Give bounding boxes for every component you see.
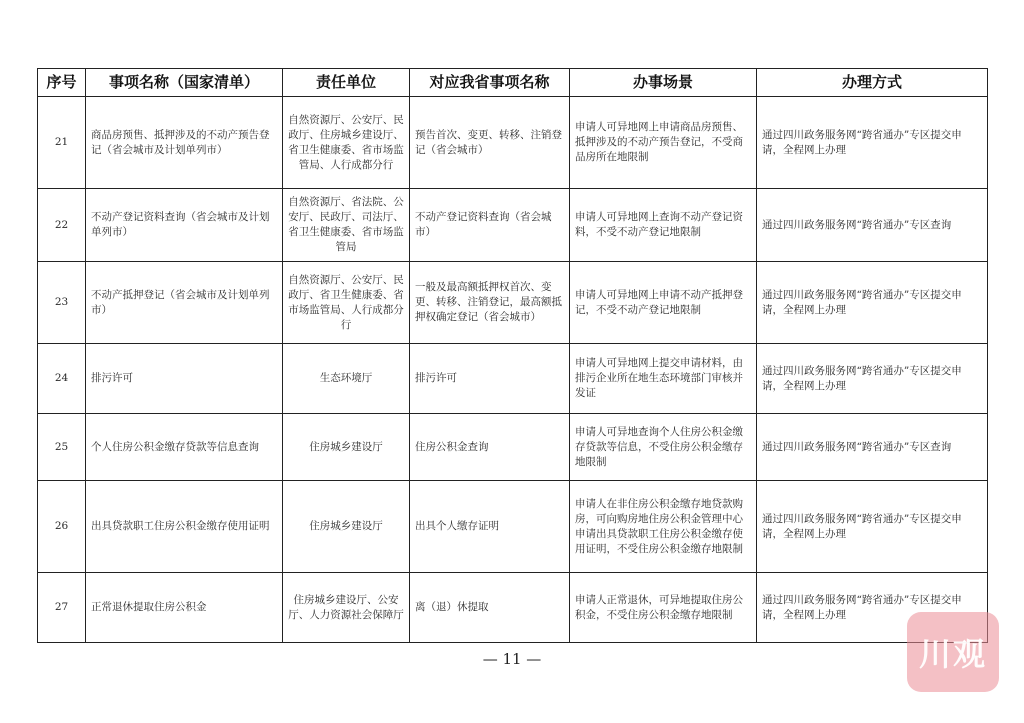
cell-name: 出具贷款职工住房公积金缴存使用证明	[86, 481, 283, 573]
cell-no: 25	[38, 414, 86, 481]
cell-method: 通过四川政务服务网“跨省通办”专区提交申请，全程网上办理	[757, 344, 988, 414]
cell-scene: 申请人正常退休，可异地提取住房公积金，不受住房公积金缴存地限制	[570, 573, 757, 643]
cell-no: 23	[38, 262, 86, 344]
cell-scene: 申请人可异地网上提交申请材料，由排污企业所在地生态环境部门审核并发证	[570, 344, 757, 414]
cell-local: 出具个人缴存证明	[410, 481, 570, 573]
cell-dept: 生态环境厅	[283, 344, 410, 414]
cell-name: 不动产登记资料查询（省会城市及计划单列市）	[86, 189, 283, 262]
cell-scene: 申请人可异地查询个人住房公积金缴存贷款等信息，不受住房公积金缴存地限制	[570, 414, 757, 481]
header-local: 对应我省事项名称	[410, 69, 570, 97]
table-row	[38, 189, 988, 262]
cell-method: 通过四川政务服务网“跨省通办”专区提交申请，全程网上办理	[757, 573, 988, 643]
watermark-logo	[907, 612, 999, 692]
cell-dept: 自然资源厅、省法院、公安厅、民政厅、司法厅、省卫生健康委、省市场监管局	[283, 189, 410, 262]
cell-name: 个人住房公积金缴存贷款等信息查询	[86, 414, 283, 481]
table-row	[38, 481, 988, 573]
cell-dept: 住房城乡建设厅	[283, 481, 410, 573]
cell-dept: 住房城乡建设厅、公安厅、人力资源社会保障厅	[283, 573, 410, 643]
matter-table	[37, 68, 988, 643]
cell-method: 通过四川政务服务网“跨省通办”专区查询	[757, 189, 988, 262]
header-name: 事项名称（国家清单）	[86, 69, 283, 97]
table-row	[38, 97, 988, 189]
cell-scene: 申请人可异地网上申请商品房预售、抵押涉及的不动产预告登记，不受商品房所在地限制	[570, 97, 757, 189]
page-number: — 11 —	[482, 650, 542, 668]
cell-method: 通过四川政务服务网“跨省通办”专区提交申请，全程网上办理	[757, 481, 988, 573]
header-method: 办理方式	[757, 69, 988, 97]
cell-scene: 申请人可异地网上申请不动产抵押登记，不受不动产登记地限制	[570, 262, 757, 344]
header-scene: 办事场景	[570, 69, 757, 97]
cell-name: 排污许可	[86, 344, 283, 414]
cell-local: 一般及最高额抵押权首次、变更、转移、注销登记，最高额抵押权确定登记（省会城市）	[410, 262, 570, 344]
cell-local: 排污许可	[410, 344, 570, 414]
cell-name: 不动产抵押登记（省会城市及计划单列市）	[86, 262, 283, 344]
table-header-row	[38, 69, 988, 97]
cell-no: 27	[38, 573, 86, 643]
cell-method: 通过四川政务服务网“跨省通办”专区提交申请，全程网上办理	[757, 262, 988, 344]
cell-no: 24	[38, 344, 86, 414]
watermark-text: 川观	[918, 635, 987, 673]
header-no: 序号	[38, 69, 86, 97]
cell-local: 预告首次、变更、转移、注销登记（省会城市）	[410, 97, 570, 189]
cell-dept: 住房城乡建设厅	[283, 414, 410, 481]
cell-dept: 自然资源厅、公安厅、民政厅、住房城乡建设厅、省卫生健康委、省市场监管局、人行成都分行	[283, 97, 410, 189]
cell-dept: 自然资源厅、公安厅、民政厅、省卫生健康委、省市场监管局、人行成都分行	[283, 262, 410, 344]
cell-no: 21	[38, 97, 86, 189]
cell-local: 不动产登记资料查询（省会城市）	[410, 189, 570, 262]
cell-name: 正常退休提取住房公积金	[86, 573, 283, 643]
table-row	[38, 573, 988, 643]
cell-method: 通过四川政务服务网“跨省通办”专区提交申请，全程网上办理	[757, 97, 988, 189]
cell-local: 住房公积金查询	[410, 414, 570, 481]
table-row	[38, 414, 988, 481]
cell-no: 26	[38, 481, 86, 573]
cell-scene: 申请人在非住房公积金缴存地贷款购房，可向购房地住房公积金管理中心申请出具贷款职工住房公积金缴存使用证明，不受住房公积金缴存地限制	[570, 481, 757, 573]
header-dept: 责任单位	[283, 69, 410, 97]
table-row	[38, 344, 988, 414]
cell-no: 22	[38, 189, 86, 262]
cell-name: 商品房预售、抵押涉及的不动产预告登记（省会城市及计划单列市）	[86, 97, 283, 189]
cell-local: 离（退）休提取	[410, 573, 570, 643]
cell-scene: 申请人可异地网上查询不动产登记资料，不受不动产登记地限制	[570, 189, 757, 262]
cell-method: 通过四川政务服务网“跨省通办”专区查询	[757, 414, 988, 481]
table-row	[38, 262, 988, 344]
